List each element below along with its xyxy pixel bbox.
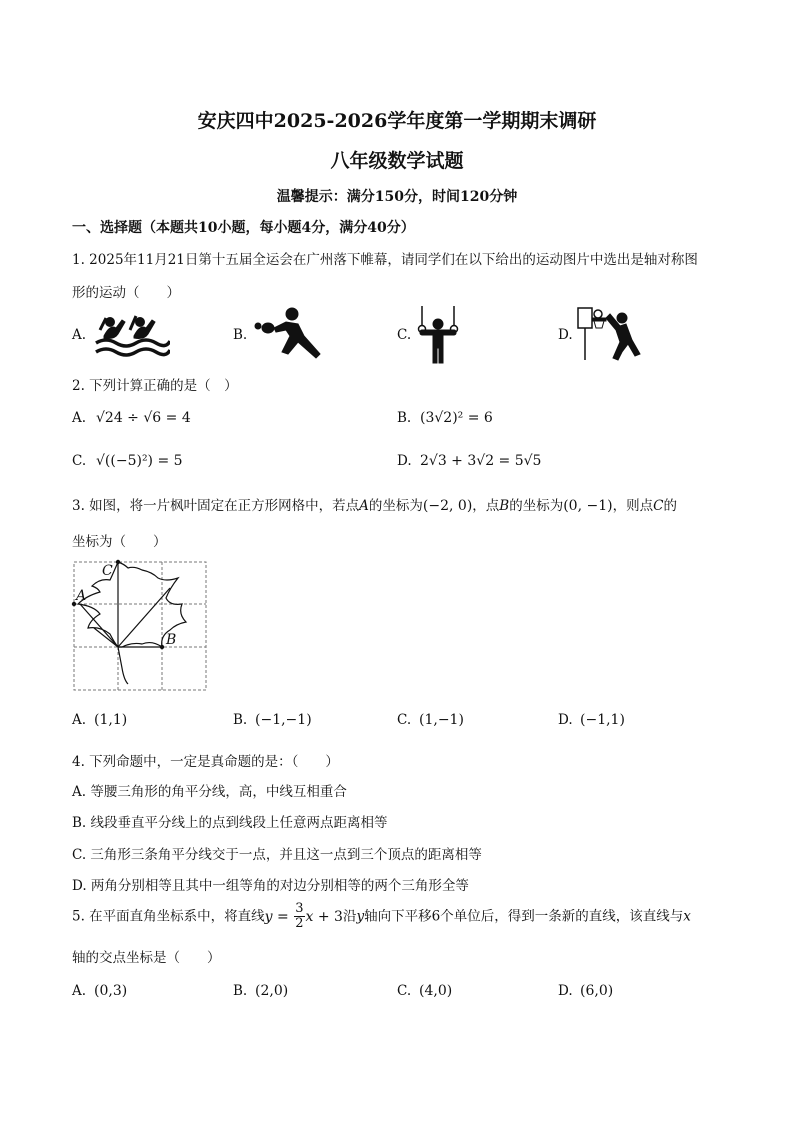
q3-option-c-value: (1,−1) — [419, 712, 464, 728]
exam-subtitle: 八年级数学试题 — [330, 150, 464, 172]
q4-option-a: A. 等腰三角形的角平分线，高，中线互相重合 — [72, 784, 347, 800]
q3-text-2: 的坐标为 — [368, 498, 423, 514]
q3-option-d-value: (−1,1) — [580, 712, 625, 728]
q2-option-d-label: D. — [397, 453, 412, 469]
grid-lines — [74, 562, 206, 690]
q1-option-c-label: C. — [397, 327, 412, 343]
q2-option-a-label: A. — [72, 410, 87, 426]
q1-stem-line2: 形的运动（ ） — [72, 285, 180, 301]
q4-option-c: C. 三角形三条角平分线交于一点，并且这一点到三个顶点的距离相等 — [72, 847, 482, 863]
label-a: A — [76, 588, 87, 604]
q2-stem: 2. 下列计算正确的是（ ） — [72, 378, 238, 394]
q5-option-b-label: B. — [233, 983, 248, 999]
q3-text-5: ，则点 — [612, 498, 654, 514]
q3-text-3: ，点 — [472, 498, 500, 514]
q5-text-3: 轴向下平移6个单位后，得到一条新的直线，该直线与 — [364, 908, 684, 925]
q4-option-b: B. 线段垂直平分线上的点到线段上任意两点距离相等 — [72, 815, 388, 831]
section-heading: 一、选择题（本题共10小题，每小题4分，满分40分） — [72, 220, 415, 236]
q5-option-d-value: (6,0) — [580, 983, 614, 999]
q3-option-c-label: C. — [397, 712, 412, 728]
q5-option-d-label: D. — [558, 983, 573, 999]
q4-stem: 4. 下列命题中，一定是真命题的是：（ ） — [72, 754, 339, 770]
label-b: B — [166, 632, 177, 648]
q1-option-a-label: A. — [72, 327, 87, 343]
q3-point-b: B — [499, 498, 510, 514]
q2-option-c-label: C. — [72, 453, 87, 469]
q3-point-c: C — [653, 498, 664, 514]
q5-eq-y: y — [264, 908, 273, 925]
q3-point-a: A — [359, 498, 369, 514]
exam-title: 安庆四中2025-2026学年度第一学期期末调研 — [197, 110, 597, 132]
exam-tip: 温馨提示：满分150分，时间120分钟 — [276, 189, 518, 205]
q5-text-1: 5. 在平面直角坐标系中，将直线 — [72, 908, 265, 925]
q5-fraction — [294, 902, 304, 931]
rings-gymnastics-icon — [414, 304, 462, 364]
q5-text-2: 沿 — [342, 908, 357, 925]
basketball-icon — [576, 306, 644, 362]
q5-stem-line1 — [72, 902, 691, 931]
q3-option-d-label: D. — [558, 712, 573, 728]
q3-option-a-label: A. — [72, 712, 87, 728]
q5-option-b-value: (2,0) — [255, 983, 289, 999]
q5-stem-line2: 轴的交点坐标是（ ） — [72, 950, 221, 966]
q5-option-a-label: A. — [72, 983, 87, 999]
q3-text-6: 的 — [663, 498, 677, 514]
q1-stem-line1: 1. 2025年11月21日第十五届全运会在广州落下帷幕，请同学们在以下给出的运动图片中选出是轴对称图 — [72, 252, 698, 268]
q5-option-c-value: (4,0) — [419, 983, 453, 999]
q3-option-b-label: B. — [233, 712, 248, 728]
q2-option-a-expr: √24 ÷ √6 = 4 — [96, 410, 191, 426]
maple-leaf-grid-figure — [70, 558, 210, 694]
q2-option-b-label: B. — [397, 410, 412, 426]
synchronized-swimming-icon — [92, 310, 170, 360]
table-tennis-icon — [252, 306, 324, 360]
q5-equation — [264, 901, 343, 931]
q1-option-b-label: B. — [233, 327, 248, 343]
maple-leaf-outline — [78, 562, 186, 684]
q3-stem-line1 — [72, 494, 677, 514]
q3-option-a-value: (1,1) — [94, 712, 128, 728]
q4-option-d: D. 两角分别相等且其中一组等角的对边分别相等的两个三角形全等 — [72, 878, 469, 894]
q5-frac-num: 3 — [295, 901, 304, 916]
q2-option-b-expr: (3√2)² = 6 — [420, 410, 493, 426]
q1-option-d-label: D. — [558, 327, 573, 343]
q3-stem-line2: 坐标为（ ） — [72, 534, 167, 550]
point-b-dot — [160, 645, 164, 649]
q5-option-c-label: C. — [397, 983, 412, 999]
q3-text-1: 3. 如图，将一片枫叶固定在正方形网格中，若点 — [72, 498, 360, 514]
q5-axis-y: y — [356, 908, 365, 925]
q3-text-4: 的坐标为 — [509, 498, 564, 514]
q5-eq-equals: = — [272, 908, 294, 925]
q2-option-d-expr: 2√3 + 3√2 = 5√5 — [420, 453, 542, 469]
q3-option-b-value: (−1,−1) — [255, 712, 312, 728]
label-c: C — [102, 563, 113, 579]
q5-frac-den: 2 — [295, 916, 304, 931]
q5-axis-x: x — [683, 908, 691, 925]
q2-option-c-expr: √((−5)²) = 5 — [96, 453, 183, 469]
q5-option-a-value: (0,3) — [94, 983, 128, 999]
q5-eq-rest: + 3 — [313, 908, 343, 925]
q3-coord-b: (0, −1) — [563, 498, 613, 514]
point-c-dot — [116, 560, 120, 564]
q5-eq-x: x — [305, 908, 314, 925]
q3-coord-a: (−2, 0) — [422, 498, 473, 514]
